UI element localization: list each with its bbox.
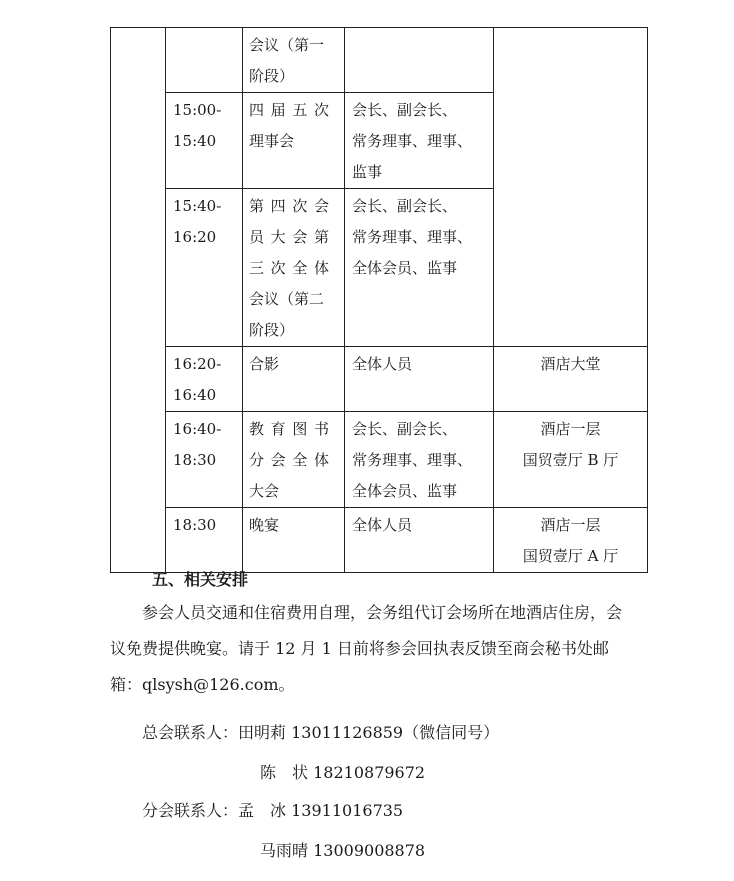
branch-contact-1-name: 孟 冰 bbox=[238, 801, 287, 820]
hq-contact-line-2 bbox=[260, 760, 425, 783]
event-line: 合影 bbox=[249, 355, 280, 373]
participant-line: 会长、副会长、 bbox=[352, 197, 458, 215]
participant-line: 全体人员 bbox=[352, 355, 413, 373]
time-line: 16:40- bbox=[173, 420, 222, 438]
participant-line: 常务理事、理事、 bbox=[352, 451, 473, 469]
location-cell bbox=[494, 412, 648, 508]
participants-cell bbox=[345, 93, 494, 189]
hq-contact-line-1 bbox=[142, 720, 499, 743]
event-line: 三次全体 bbox=[249, 259, 329, 277]
participants-cell bbox=[345, 28, 494, 93]
participant-line: 会长、副会长、 bbox=[352, 420, 458, 438]
participants-cell bbox=[345, 347, 494, 412]
hq-contact-label: 总会联系人： bbox=[142, 723, 239, 742]
location-line: 国贸壹厅 B 厅 bbox=[522, 451, 619, 469]
location-cell bbox=[494, 28, 648, 347]
time-line: 16:20 bbox=[173, 228, 217, 246]
event-cell bbox=[243, 347, 345, 412]
event-line: 晚宴 bbox=[249, 516, 280, 534]
hq-contact-2-phone: 18210879672 bbox=[313, 763, 426, 782]
hq-contact-2-name: 陈 状 bbox=[260, 763, 309, 782]
event-line: 大会 bbox=[249, 482, 280, 500]
time-line: 15:40 bbox=[173, 132, 217, 150]
branch-contact-line-2 bbox=[260, 838, 425, 861]
time-line: 18:30 bbox=[173, 451, 217, 469]
event-line: 分会全体 bbox=[249, 451, 329, 469]
event-line: 理事会 bbox=[249, 132, 295, 150]
location-line: 酒店一层 bbox=[540, 420, 601, 438]
schedule-table bbox=[110, 27, 648, 573]
participant-line: 全体会员、监事 bbox=[352, 482, 458, 500]
event-line: 员大会第 bbox=[249, 228, 329, 246]
participants-cell bbox=[345, 508, 494, 573]
time-cell bbox=[166, 28, 243, 93]
participant-line: 常务理事、理事、 bbox=[352, 228, 473, 246]
time-cell bbox=[166, 189, 243, 347]
location-cell bbox=[494, 508, 648, 573]
arrangement-paragraph: 参会人员交通和住宿费用自理，会务组代订会场所在地酒店住房，会议免费提供晚宴。请于 12 月 1 日前将参会回执表反馈至商会秘书处邮箱：qlsysh@126.com。 bbox=[110, 603, 623, 694]
participant-line: 常务理事、理事、 bbox=[352, 132, 473, 150]
table-row bbox=[111, 412, 648, 508]
event-line: 阶段） bbox=[249, 67, 295, 85]
time-cell bbox=[166, 93, 243, 189]
section-title: 五、相关安排 bbox=[152, 570, 249, 589]
time-cell bbox=[166, 412, 243, 508]
event-line: 会议（第二 bbox=[249, 290, 325, 308]
participants-cell bbox=[345, 412, 494, 508]
participant-line: 全体会员、监事 bbox=[352, 259, 458, 277]
location-line: 酒店大堂 bbox=[540, 355, 601, 373]
event-cell bbox=[243, 28, 345, 93]
participants-cell bbox=[345, 189, 494, 347]
branch-contact-label: 分会联系人： bbox=[142, 801, 239, 820]
time-line: 16:40 bbox=[173, 386, 217, 404]
event-line: 第四次会 bbox=[249, 197, 329, 215]
time-line: 16:20- bbox=[173, 355, 222, 373]
table-row bbox=[111, 508, 648, 573]
table-row bbox=[111, 28, 648, 93]
event-cell bbox=[243, 189, 345, 347]
time-line: 15:00- bbox=[173, 101, 222, 119]
event-cell bbox=[243, 508, 345, 573]
time-cell bbox=[166, 347, 243, 412]
event-line: 四届五次 bbox=[249, 101, 329, 119]
time-line: 15:40- bbox=[173, 197, 222, 215]
branch-contact-1-phone: 13911016735 bbox=[291, 801, 404, 820]
event-line: 教育图书 bbox=[249, 420, 329, 438]
participant-line: 全体人员 bbox=[352, 516, 413, 534]
location-line: 酒店一层 bbox=[540, 516, 601, 534]
event-line: 会议（第一 bbox=[249, 36, 325, 54]
participant-line: 会长、副会长、 bbox=[352, 101, 458, 119]
event-line: 阶段） bbox=[249, 321, 295, 339]
location-cell bbox=[494, 347, 648, 412]
merged-left-cell bbox=[111, 28, 166, 573]
branch-contact-line-1 bbox=[142, 798, 403, 821]
table-row bbox=[111, 347, 648, 412]
event-cell bbox=[243, 93, 345, 189]
branch-contact-2-phone: 13009008878 bbox=[313, 841, 426, 860]
location-line: 国贸壹厅 A 厅 bbox=[522, 547, 619, 565]
event-cell bbox=[243, 412, 345, 508]
participant-line: 监事 bbox=[352, 163, 383, 181]
hq-contact-1-name: 田明莉 bbox=[238, 723, 287, 742]
hq-contact-1-phone: 13011126859（微信同号） bbox=[291, 723, 500, 742]
time-line: 18:30 bbox=[173, 516, 217, 534]
time-cell bbox=[166, 508, 243, 573]
branch-contact-2-name: 马雨晴 bbox=[260, 841, 309, 860]
